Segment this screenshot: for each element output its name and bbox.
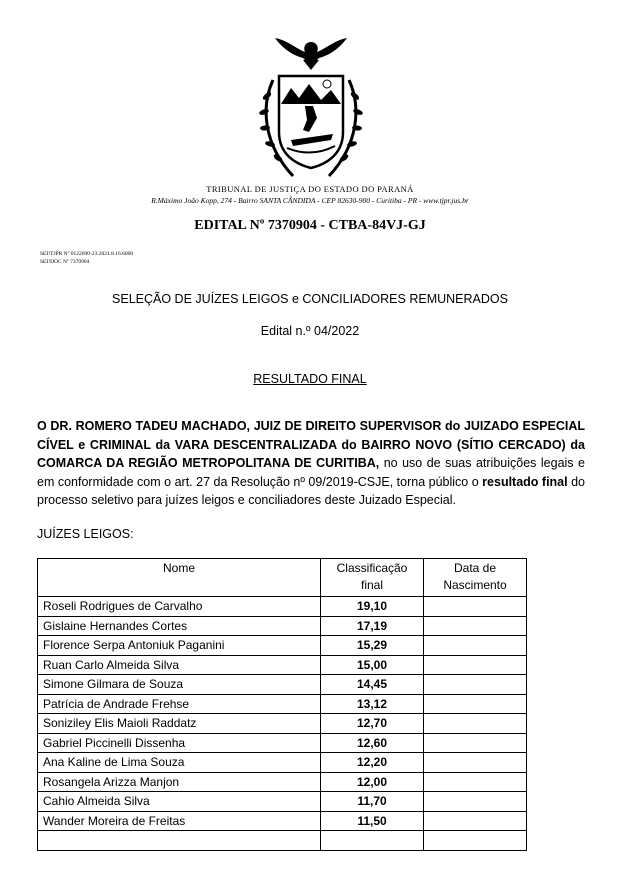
table-row: [38, 831, 527, 851]
candidate-birth-date: [424, 792, 527, 812]
candidate-name: Ana Kaline de Lima Souza: [38, 753, 321, 773]
candidate-name: Simone Gilmara de Souza: [38, 675, 321, 695]
header-birth-date: Data de Nascimento: [424, 559, 527, 597]
paragraph-text-1: no uso de suas atribuições legais e em conformidade com o art. 27 da Resolução nº 09/2019-CSJE, torna público o: [37, 456, 585, 489]
judge-intro: O DR. ROMERO TADEU MACHADO, JUIZ DE DIREITO SUPERVISOR do JUIZADO ESPECIAL CÍVEL e CRIMINAL da VARA DESCENTRALIZADA do BAIRRO NOVO (SÍTIO CERCADO) da COMARCA DA REGIÃO METROPOLITANA DE CURITIBA,: [37, 419, 585, 471]
edital-title: EDITAL Nº 7370904 - CTBA-84VJ-GJ: [194, 218, 426, 233]
header-score: Classificação final: [321, 559, 424, 597]
candidate-name: Roseli Rodrigues de Carvalho: [38, 597, 321, 617]
table-header-row: [38, 559, 527, 597]
sei-process-number: SEI!TJPR Nº 0122690-23.2021.8.16.6000: [40, 251, 134, 257]
table-row: [38, 616, 527, 636]
table-row: [38, 675, 527, 695]
court-address: R.Máximo João Kopp, 274 - Bairro SANTA CÂNDIDA - CEP 82630-900 - Curitiba - PR - www.tjpr.jus.br: [151, 196, 469, 205]
candidate-birth-date: [424, 811, 527, 831]
candidate-birth-date: [424, 655, 527, 675]
candidate-score: 19,10: [321, 597, 424, 617]
table-row: [38, 597, 527, 617]
candidate-name: Soniziley Elis Maioli Raddatz: [38, 714, 321, 734]
selection-title: SELEÇÃO DE JUÍZES LEIGOS e CONCILIADORES REMUNERADOS: [112, 292, 508, 306]
candidate-birth-date: [424, 616, 527, 636]
candidate-name: Ruan Carlo Almeida Silva: [38, 655, 321, 675]
header-name: Nome: [38, 559, 321, 597]
candidate-birth-date: [424, 831, 527, 851]
table-row: [38, 772, 527, 792]
sei-doc-number: SEI!DOC Nº 7370904: [40, 259, 90, 265]
candidate-score: 12,00: [321, 772, 424, 792]
candidate-score: 12,70: [321, 714, 424, 734]
candidate-score: [321, 831, 424, 851]
table-row: [38, 811, 527, 831]
candidate-name: Patrícia de Andrade Frehse: [38, 694, 321, 714]
candidate-birth-date: [424, 772, 527, 792]
candidate-score: 17,19: [321, 616, 424, 636]
paragraph-text-2: do processo seletivo para juízes leigos e conciliadores deste Juizado Especial.: [37, 474, 585, 508]
candidate-birth-date: [424, 694, 527, 714]
candidate-score: 11,70: [321, 792, 424, 812]
candidate-score: 12,20: [321, 753, 424, 773]
candidate-birth-date: [424, 733, 527, 753]
candidate-name: Rosangela Arizza Manjon: [38, 772, 321, 792]
candidate-birth-date: [424, 636, 527, 656]
candidate-score: 15,29: [321, 636, 424, 656]
candidate-score: 11,50: [321, 811, 424, 831]
table-row: [38, 655, 527, 675]
candidate-birth-date: [424, 753, 527, 773]
candidate-name: Gislaine Hernandes Cortes: [38, 616, 321, 636]
table-row: [38, 714, 527, 734]
result-title: RESULTADO FINAL: [253, 372, 367, 386]
table-row: [38, 694, 527, 714]
results-table: [37, 558, 527, 851]
table-row: [38, 753, 527, 773]
intro-paragraph: [37, 417, 585, 510]
candidate-score: 14,45: [321, 675, 424, 695]
candidate-name: [38, 831, 321, 851]
candidate-score: 15,00: [321, 655, 424, 675]
candidate-score: 13,12: [321, 694, 424, 714]
parana-coat-of-arms-icon: [247, 36, 375, 182]
result-emphasis: resultado final: [482, 474, 568, 489]
candidate-birth-date: [424, 597, 527, 617]
candidate-birth-date: [424, 714, 527, 734]
candidate-name: Wander Moreira de Freitas: [38, 811, 321, 831]
section-title: JUÍZES LEIGOS:: [37, 527, 134, 541]
candidate-name: Florence Serpa Antoniuk Paganini: [38, 636, 321, 656]
candidate-name: Gabriel Piccinelli Dissenha: [38, 733, 321, 753]
table-row: [38, 636, 527, 656]
table-row: [38, 792, 527, 812]
candidate-birth-date: [424, 675, 527, 695]
edital-number: Edital n.º 04/2022: [260, 324, 360, 338]
court-name: TRIBUNAL DE JUSTIÇA DO ESTADO DO PARANÁ: [206, 184, 414, 194]
candidate-name: Cahio Almeida Silva: [38, 792, 321, 812]
candidate-score: 12,60: [321, 733, 424, 753]
table-row: [38, 733, 527, 753]
